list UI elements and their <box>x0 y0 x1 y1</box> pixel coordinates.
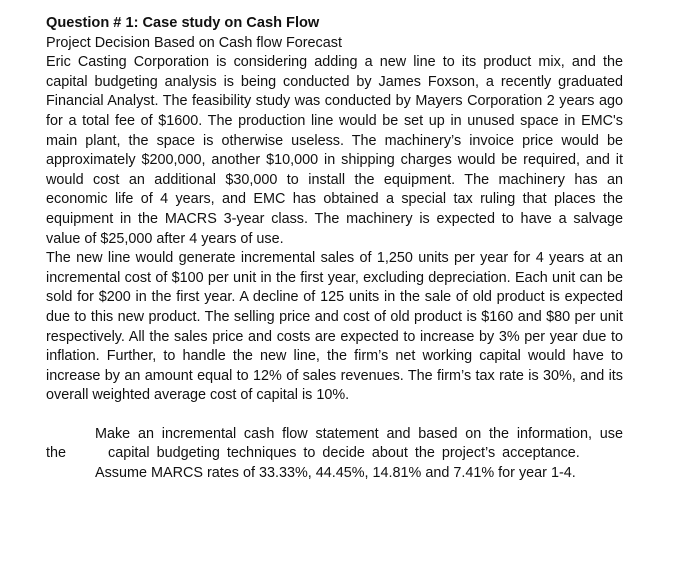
task-instruction <box>46 425 623 464</box>
task-instruction-part-2: capital budgeting techniques to decide about the project’s acceptance. <box>108 445 580 462</box>
task-instruction-part-1: Make an incremental cash flow statement and based on the information, use the <box>46 425 623 462</box>
question-title: Question # 1: Case study on Cash Flow <box>46 15 320 31</box>
paragraph-spacer <box>46 406 623 425</box>
case-paragraph-1: Eric Casting Corporation is considering adding a new line to its product mix, and the capital budgeting analysis is being conducted by James Foxson, a recently graduated Financial Analyst. The feasibility study was conducted by Mayers Corporation 2 years ago for a total fee of $1600. The production line would be set up in unused space in EMC's main plant, the space is otherwise useless. The machinery’s invoice price would be approximately $200,000, another $10,000 in shipping charges would be required, and it would cost an additional $30,000 to install the equipment. The machinery has an economic life of 4 years, and EMC has obtained a special tax ruling that places the equipment in the MACRS 3-year class. The machinery is expected to have a salvage value of $25,000 after 4 years of use. <box>46 54 623 247</box>
macrs-assumption: Assume MARCS rates of 33.33%, 44.45%, 14.81% and 7.41% for year 1-4. <box>95 465 576 482</box>
case-study-document <box>46 14 623 484</box>
question-subtitle: Project Decision Based on Cash flow Forecast <box>46 34 342 51</box>
case-paragraph-2: The new line would generate incremental sales of 1,250 units per year for 4 years at an incremental cost of $100 per unit in the first year, excluding depreciation. Each unit can be sold for $200 in the first year. A decline of 125 units in the sale of old product is expected due to this new product. The selling price and cost of old product is $160 and $80 per unit respectively. All the sales price and costs are expected to increase by 3% per year due to inflation. Further, to handle the new line, the firm’s net working capital would have to increase by an amount equal to 12% of sales revenues. The firm’s tax rate is 30%, and its overall weighted average cost of capital is 10%. <box>46 250 623 404</box>
